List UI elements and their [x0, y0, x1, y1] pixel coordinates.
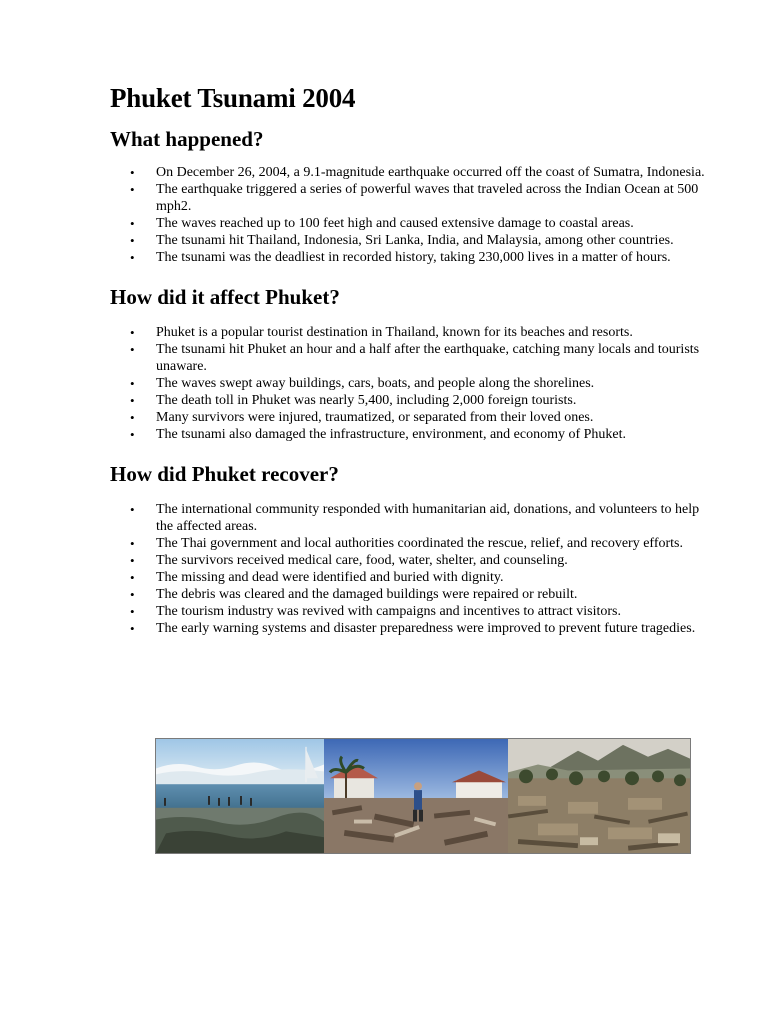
list-item: • The survivors received medical care, food, water, shelter, and counseling.	[110, 552, 712, 569]
list-item: • Phuket is a popular tourist destination in Thailand, known for its beaches and resorts.	[110, 324, 712, 341]
section-heading-affect-phuket: How did it affect Phuket?	[110, 285, 340, 309]
bullet-list-what-happened	[110, 164, 720, 266]
list-item: • The tsunami hit Thailand, Indonesia, Sri Lanka, India, and Malaysia, among other countries.	[110, 232, 712, 249]
list-item: • The tsunami also damaged the infrastructure, environment, and economy of Phuket.	[110, 426, 712, 443]
tsunami-wave-beach-photo	[156, 739, 324, 853]
list-item: • On December 26, 2004, a 9.1-magnitude earthquake occurred off the coast of Sumatra, Indonesia.	[110, 164, 712, 181]
photo-strip	[155, 738, 691, 854]
list-item: • Many survivors were injured, traumatized, or separated from their loved ones.	[110, 409, 712, 426]
list-item: • The waves reached up to 100 feet high and caused extensive damage to coastal areas.	[110, 215, 712, 232]
bullet-list-phuket-recover	[110, 501, 720, 637]
list-item: • The earthquake triggered a series of powerful waves that traveled across the Indian Ocean at 500 mph2.	[110, 181, 712, 215]
section-heading-phuket-recover: How did Phuket recover?	[110, 462, 339, 486]
devastated-coastal-town-photo	[508, 739, 690, 853]
list-item: • The tsunami was the deadliest in recorded history, taking 230,000 lives in a matter of hours.	[110, 249, 712, 266]
list-item: • The death toll in Phuket was nearly 5,400, including 2,000 foreign tourists.	[110, 392, 712, 409]
debris-destroyed-houses-photo	[324, 739, 508, 853]
list-item: • The tsunami hit Phuket an hour and a half after the earthquake, catching many locals and tourists unaware.	[110, 341, 712, 375]
list-item: • The missing and dead were identified and buried with dignity.	[110, 569, 712, 586]
bullet-list-affect-phuket	[110, 324, 720, 443]
section-heading-what-happened: What happened?	[110, 127, 264, 151]
list-item: • The early warning systems and disaster preparedness were improved to prevent future tragedies.	[110, 620, 712, 637]
list-item: • The international community responded with humanitarian aid, donations, and volunteers to help the affected areas.	[110, 501, 712, 535]
page-title: Phuket Tsunami 2004	[110, 83, 356, 113]
list-item: • The tourism industry was revived with campaigns and incentives to attract visitors.	[110, 603, 712, 620]
document-page	[110, 82, 720, 637]
list-item: • The Thai government and local authorities coordinated the rescue, relief, and recovery efforts.	[110, 535, 712, 552]
list-item: • The debris was cleared and the damaged buildings were repaired or rebuilt.	[110, 586, 712, 603]
list-item: • The waves swept away buildings, cars, boats, and people along the shorelines.	[110, 375, 712, 392]
